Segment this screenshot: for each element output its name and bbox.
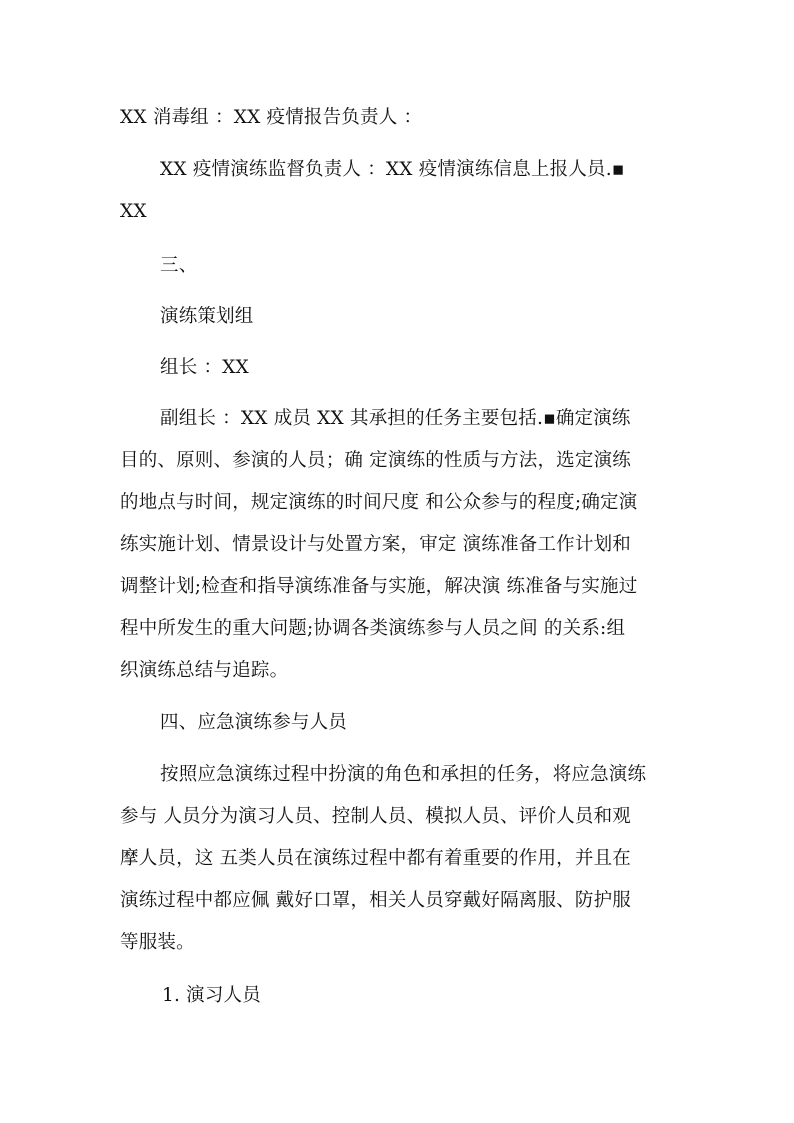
paragraph-line: 按照应急演练过程中扮演的角色和承担的任务，将应急演练 bbox=[160, 764, 647, 785]
paragraph-line: 演练过程中都应佩 戴好口罩，相关人员穿戴好隔离服、防护服 bbox=[120, 890, 631, 911]
paragraph-line: 等服装。 bbox=[120, 932, 195, 953]
subsection-heading: 1. 演习人员 bbox=[162, 985, 261, 1006]
text-line: 组长 ：XX bbox=[160, 357, 249, 378]
group-title: 演练策划组 bbox=[160, 306, 254, 327]
text-line: XX 疫情演练监督负责人 ：XX 疫情演练信息上报人员.▪ bbox=[160, 159, 625, 180]
paragraph-line: 程中所发生的重大问题;协调各类演练参与人员之间 的关系:组 bbox=[120, 618, 626, 639]
section-heading: 四、应急演练参与人员 bbox=[160, 712, 348, 733]
paragraph-line: 的地点与时间，规定演练的时间尺度 和公众参与的程度;确定演 bbox=[120, 492, 638, 513]
paragraph-line: 参与 人员分为演习人员、控制人员、模拟人员、评价人员和观 bbox=[120, 806, 631, 827]
text-line: XX bbox=[120, 201, 147, 222]
text-line: XX 消毒组 ：XX 疫情报告负责人 ： bbox=[120, 107, 423, 128]
paragraph-line: 织演练总结与追踪。 bbox=[120, 660, 289, 681]
paragraph-line: 副组长 ：XX 成员 XX 其承担的任务主要包括.▪确定演练 bbox=[160, 408, 631, 429]
paragraph-line: 练实施计划、情景设计与处置方案，审定 演练准备工作计划和 bbox=[120, 534, 631, 555]
paragraph-line: 目的、原则、参演的人员；确 定演练的性质与方法，选定演练 bbox=[120, 450, 631, 471]
section-heading: 三、 bbox=[160, 255, 198, 276]
paragraph-line: 摩人员，这 五类人员在演练过程中都有着重要的作用，并且在 bbox=[120, 848, 631, 869]
paragraph-line: 调整计划;检查和指导演练准备与实施，解决演 练准备与实施过 bbox=[120, 576, 638, 597]
